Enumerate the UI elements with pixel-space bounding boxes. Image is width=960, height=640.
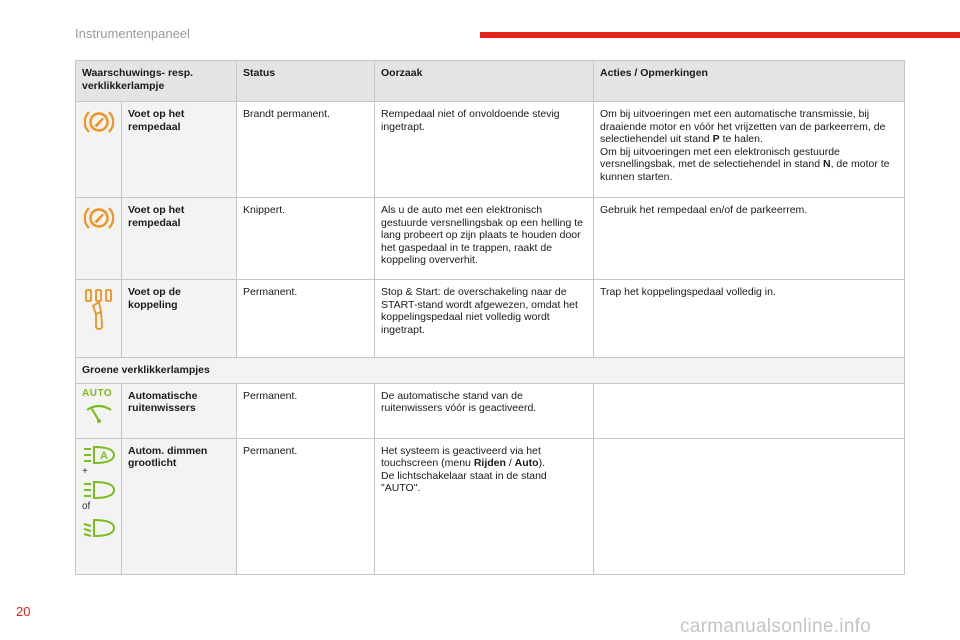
header-cell-cause: Oorzaak [375,61,594,102]
cause-cell: De automatische stand van de ruitenwissers vóór is geactiveerd. [375,383,594,438]
action-text: , de motor te kunnen starten. [600,158,890,183]
or-label: of [82,501,91,512]
foot-on-brake-icon [82,108,115,136]
cause-cell: Stop & Start: de overschakeling naar de START-stand wordt afgewezen, omdat het koppelingspedaal niet volledig wordt ingetrapt. [375,280,594,358]
cause-cell: Rempedaal niet of onvoldoende stevig ingetrapt. [375,102,594,198]
icon-cell [76,102,122,198]
light-name: Autom. dimmen grootlicht [122,438,237,574]
light-name: Voet op het rempedaal [122,102,237,198]
section-header-row [76,358,905,384]
cause-cell: Als u de auto met een elektronisch gestuurde versnellingsbak op een helling te lang probeert op zijn plaats te houden door het gaspedaal in te trappen, raakt de koppeling oververhit. [375,198,594,280]
action-cell: Trap het koppelingspedaal volledig in. [594,280,905,358]
action-cell: Gebruik het rempedaal en/of de parkeerrem. [594,198,905,280]
foot-on-clutch-icon [82,286,115,330]
table-row [76,383,905,438]
header-cell-actions: Acties / Opmerkingen [594,61,905,102]
icon-cell [76,280,122,358]
page-number: 20 [16,604,31,619]
gear-p-label: P [712,133,720,145]
status-cell: Knippert. [237,198,375,280]
watermark: carmanualsonline.info [680,616,872,637]
plus-label: + [82,465,88,477]
cause-text: ). [538,457,546,469]
status-cell: Permanent. [237,438,375,574]
status-cell: Permanent. [237,383,375,438]
light-name: Voet op het rempedaal [122,198,237,280]
section-title: Groene verklikkerlampjes [76,358,905,384]
menu-rijden-label: Rijden [473,457,506,469]
light-name: Automatische ruitenwissers [122,383,237,438]
status-cell: Permanent. [237,280,375,358]
cause-text: / [505,457,515,469]
table-row [76,198,905,280]
header-cell-status: Status [237,61,375,102]
action-cell [594,383,905,438]
header-cell-light: Waarschuwings- resp. verklikkerlampje [76,61,237,102]
icon-cell [76,198,122,280]
table-row [76,102,905,198]
dipped-beam-icon [82,518,115,538]
svg-text:A: A [100,449,108,462]
action-cell [594,438,905,574]
table-header-row [76,61,905,102]
light-name: Voet op de koppeling [122,280,237,358]
gear-n-label: N [822,158,831,170]
auto-high-beam-a-icon [82,445,115,465]
cause-cell [375,438,594,574]
icon-cell [76,438,122,574]
action-text: Om bij uitvoeringen met een automatische transmissie, bij draaiende motor en vóór het vrijzetten van de parkeerrem, de selectiehendel uit stand [600,108,886,145]
auto-wipers-icon [82,402,115,424]
action-cell [594,102,905,198]
action-text: Om bij uitvoeringen met een elektronisch gestuurde versnellingsbak, met de selectiehendel in stand [600,145,840,170]
page-header-title: Instrumentenpaneel [75,26,190,41]
table-row [76,438,905,574]
header-accent-bar [480,32,960,38]
auto-label: AUTO [82,387,113,399]
cause-text: Het systeem is geactiveerd via het touchscreen (menu [381,444,541,469]
icon-cell [76,383,122,438]
menu-auto-label: Auto [514,457,539,469]
high-beam-icon [82,480,115,500]
table-row [76,280,905,358]
status-cell: Brandt permanent. [237,102,375,198]
action-text: te halen. [719,133,763,145]
foot-on-brake-icon [82,204,115,232]
warning-lights-table [75,60,905,575]
cause-text: De lichtschakelaar staat in de stand "AUTO". [381,469,547,494]
